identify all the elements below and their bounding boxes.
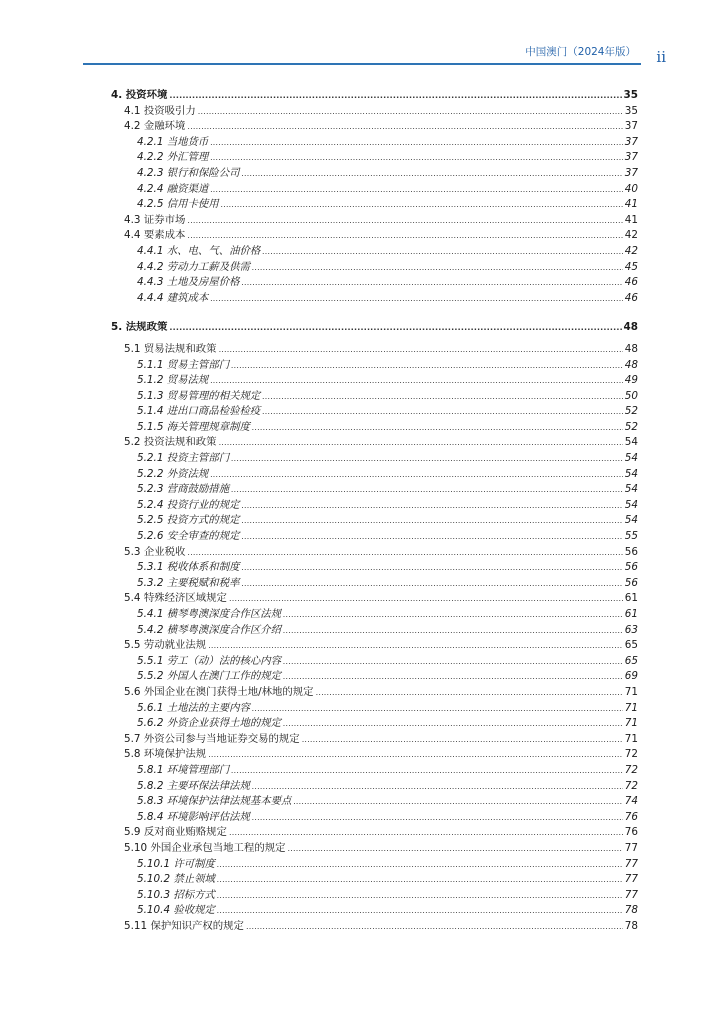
toc-dot-leader: [283, 672, 623, 684]
toc-dot-leader: [217, 906, 623, 918]
toc-entry-page: 69: [624, 670, 638, 683]
toc-entry-title: 5.5 劳动就业法规: [124, 639, 207, 652]
toc-entry-page: 72: [624, 748, 638, 761]
toc-dot-leader: [210, 294, 622, 306]
toc-dot-leader: [293, 797, 622, 809]
toc-dot-leader: [198, 107, 623, 119]
toc-entry[interactable]: [0, 465, 724, 481]
toc-entry-title: 5.2 投资法规和政策: [124, 436, 217, 449]
toc-dot-leader: [231, 454, 623, 466]
toc-entry[interactable]: [0, 761, 724, 777]
toc-entry-title: 5.11 保护知识产权的规定: [124, 919, 244, 932]
toc-entry[interactable]: [0, 636, 724, 652]
toc-entry-title: 4.2.3 银行和保险公司: [137, 166, 240, 179]
toc-entry-page: 77: [624, 873, 638, 886]
toc-entry-title: 5.2.1 投资主管部门: [137, 452, 230, 465]
toc-entry-page: 61: [624, 608, 638, 620]
toc-entry[interactable]: [0, 917, 724, 933]
toc-entry[interactable]: [0, 574, 724, 590]
toc-entry-title: 5.7 外资公司参与当地证券交易的规定: [124, 732, 300, 745]
toc-dot-leader: [169, 323, 621, 335]
toc-entry[interactable]: [0, 117, 724, 133]
toc-dot-leader: [252, 704, 623, 716]
toc-dot-leader: [229, 828, 623, 840]
toc-entry-title: 5.10.3 招标方式: [137, 888, 215, 901]
toc-entry[interactable]: [0, 340, 724, 356]
toc-entry[interactable]: [0, 242, 724, 258]
toc-entry-page: 71: [624, 701, 638, 714]
toc-entry-title: 4.2.4 融资渠道: [137, 182, 209, 195]
toc-dot-leader: [208, 641, 623, 653]
toc-entry-title: 5.1.4 进出口商品检验检疫: [137, 405, 261, 418]
toc-entry-title: 4.2.5 信用卡使用: [137, 198, 219, 211]
toc-entry-page: 72: [624, 779, 638, 792]
toc-dot-leader: [262, 392, 623, 404]
toc-entry-page: 45: [624, 260, 638, 273]
toc-entry-page: 42: [624, 229, 638, 242]
toc-entry-page: 37: [624, 135, 638, 148]
toc-entry-page: 65: [624, 639, 638, 652]
toc-entry-page: 78: [624, 904, 638, 917]
toc-entry-title: 5.4.1 横琴粤澳深度合作区法规: [137, 608, 282, 620]
table-of-contents: [0, 86, 724, 932]
toc-entry[interactable]: [0, 511, 724, 527]
toc-entry[interactable]: [0, 901, 724, 917]
toc-entry[interactable]: [0, 480, 724, 496]
toc-entry-title: 4.4.3 土地及房屋价格: [137, 276, 240, 289]
toc-entry[interactable]: [0, 371, 724, 387]
toc-entry-page: 46: [624, 291, 638, 304]
toc-entry[interactable]: [0, 356, 724, 372]
toc-dot-leader: [283, 657, 623, 669]
toc-dot-leader: [210, 376, 622, 388]
toc-entry-page: 61: [624, 592, 638, 605]
toc-dot-leader: [288, 844, 623, 856]
toc-entry-title: 4.4.4 建筑成本: [137, 291, 209, 304]
toc-entry-title: 5.6.2 外资企业获得土地的规定: [137, 717, 282, 730]
toc-entry-page: 41: [624, 198, 638, 211]
toc-dot-leader: [221, 200, 623, 212]
toc-entry[interactable]: [0, 102, 724, 118]
toc-entry-page: 35: [623, 89, 638, 101]
toc-entry-page: 76: [624, 826, 638, 839]
toc-entry-page: 77: [624, 841, 638, 854]
toc-entry[interactable]: [0, 745, 724, 761]
toc-entry-title: 5.8.1 环境管理部门: [137, 763, 230, 776]
toc-entry[interactable]: [0, 496, 724, 512]
toc-entry-title: 5.4.2 横琴粤澳深度合作区介绍: [137, 623, 282, 636]
toc-entry-title: 5.2.3 营商鼓励措施: [137, 483, 230, 496]
toc-entry[interactable]: [0, 543, 724, 559]
toc-dot-leader: [241, 501, 622, 513]
toc-entry-title: 5.8.3 环境保护法律法规基本要点: [137, 795, 292, 808]
toc-entry[interactable]: [0, 387, 724, 403]
toc-entry-title: 5.6 外国企业在澳门获得土地/林地的规定: [124, 685, 314, 698]
toc-entry-page: 54: [624, 467, 638, 480]
toc-entry-title: 5.1.5 海关管理规章制度: [137, 420, 250, 433]
toc-dot-leader: [302, 735, 623, 747]
toc-entry-page: 56: [624, 561, 638, 574]
toc-dot-leader: [241, 278, 622, 290]
toc-entry[interactable]: [0, 558, 724, 574]
toc-entry[interactable]: [0, 683, 724, 699]
toc-entry[interactable]: [0, 148, 724, 164]
toc-entry[interactable]: [0, 589, 724, 605]
toc-entry[interactable]: [0, 226, 724, 242]
toc-entry-page: 65: [624, 654, 638, 667]
toc-dot-leader: [252, 813, 623, 825]
toc-entry[interactable]: [0, 195, 724, 211]
toc-entry-title: 4.4.2 劳动力工薪及供需: [137, 260, 250, 273]
toc-dot-leader: [231, 361, 623, 373]
toc-dot-leader: [217, 860, 623, 872]
toc-entry-page: 54: [624, 483, 638, 496]
toc-entry[interactable]: [0, 86, 724, 102]
toc-entry-title: 4.2.1 当地货币: [137, 135, 209, 148]
toc-dot-leader: [217, 875, 623, 887]
toc-dot-leader: [252, 782, 623, 794]
toc-entry-page: 46: [624, 276, 638, 289]
toc-entry-title: 5.10.2 禁止领域: [137, 873, 215, 886]
toc-dot-leader: [229, 594, 623, 606]
toc-entry-page: 37: [624, 166, 638, 179]
toc-entry-page: 76: [624, 810, 638, 823]
toc-entry[interactable]: [0, 180, 724, 196]
toc-dot-leader: [262, 247, 623, 259]
toc-entry-page: 48: [624, 342, 638, 355]
toc-entry-title: 5.3 企业税收: [124, 545, 186, 558]
toc-entry-page: 48: [624, 358, 638, 371]
toc-dot-leader: [210, 153, 622, 165]
toc-entry-page: 71: [624, 732, 638, 745]
toc-entry-page: 54: [624, 514, 638, 527]
toc-dot-leader: [283, 719, 623, 731]
toc-entry-page: 49: [624, 374, 638, 387]
toc-entry-title: 5.5.1 劳工（动）法的核心内容: [137, 654, 282, 667]
toc-entry[interactable]: [0, 318, 724, 334]
toc-dot-leader: [246, 922, 623, 934]
toc-dot-leader: [241, 579, 622, 591]
toc-entry-page: 35: [624, 104, 638, 117]
toc-entry[interactable]: [0, 433, 724, 449]
toc-entry[interactable]: [0, 449, 724, 465]
toc-entry-page: 37: [624, 151, 638, 164]
toc-entry-title: 5.3.1 税收体系和制度: [137, 561, 240, 574]
toc-dot-leader: [187, 122, 622, 134]
toc-dot-leader: [252, 263, 623, 275]
toc-entry-title: 5.3.2 主要税赋和税率: [137, 576, 240, 589]
toc-entry-title: 5.9 反对商业贿赂规定: [124, 826, 227, 839]
toc-entry-page: 54: [624, 436, 638, 449]
toc-entry-title: 4. 投资环境: [111, 89, 168, 101]
toc-entry[interactable]: [0, 823, 724, 839]
toc-entry-title: 5.6.1 土地法的主要内容: [137, 701, 250, 714]
toc-dot-leader: [208, 750, 623, 762]
toc-dot-leader: [187, 216, 622, 228]
toc-dot-leader: [210, 470, 622, 482]
toc-entry-title: 5.10.4 验收规定: [137, 904, 215, 917]
toc-entry-title: 5.1.3 贸易管理的相关规定: [137, 389, 261, 402]
toc-entry-page: 71: [624, 685, 638, 698]
toc-entry[interactable]: [0, 808, 724, 824]
toc-entry-title: 5.4 特殊经济区域规定: [124, 592, 227, 605]
running-header-title: 中国澳门（2024年版）: [525, 46, 636, 58]
toc-entry-page: 40: [624, 182, 638, 195]
toc-entry-title: 5.2.2 外资法规: [137, 467, 209, 480]
toc-entry[interactable]: [0, 164, 724, 180]
toc-entry-page: 71: [624, 717, 638, 730]
toc-entry-title: 5.8.2 主要环保法律法规: [137, 779, 250, 792]
toc-entry-page: 37: [624, 120, 638, 133]
toc-entry-page: 77: [624, 888, 638, 901]
toc-entry-title: 5.2.4 投资行业的规定: [137, 498, 240, 511]
toc-entry[interactable]: [0, 699, 724, 715]
toc-entry-page: 77: [624, 857, 638, 870]
toc-dot-leader: [210, 185, 622, 197]
toc-entry-title: 4.1 投资吸引力: [124, 104, 196, 117]
toc-entry-title: 5.10 外国企业承包当地工程的规定: [124, 841, 286, 854]
toc-entry[interactable]: [0, 792, 724, 808]
toc-entry[interactable]: [0, 621, 724, 637]
toc-entry-page: 54: [624, 498, 638, 511]
toc-entry-title: 4.2 金融环境: [124, 120, 186, 133]
toc-entry[interactable]: [0, 870, 724, 886]
toc-entry-title: 5.10.1 许可制度: [137, 857, 215, 870]
toc-entry-page: 52: [624, 420, 638, 433]
toc-entry-title: 5.2.5 投资方式的规定: [137, 514, 240, 527]
toc-entry-page: 42: [624, 244, 638, 257]
toc-entry[interactable]: [0, 667, 724, 683]
toc-dot-leader: [316, 688, 623, 700]
toc-entry[interactable]: [0, 273, 724, 289]
toc-entry[interactable]: [0, 133, 724, 149]
toc-entry-title: 5.1.2 贸易法规: [137, 374, 209, 387]
toc-entry-page: 78: [624, 919, 638, 932]
toc-entry-title: 5.8.4 环境影响评估法规: [137, 810, 250, 823]
toc-dot-leader: [217, 891, 623, 903]
toc-entry[interactable]: [0, 402, 724, 418]
toc-entry[interactable]: [0, 839, 724, 855]
toc-entry-page: 74: [624, 795, 638, 808]
page-number: ii: [656, 48, 666, 66]
toc-entry[interactable]: [0, 211, 724, 227]
toc-dot-leader: [219, 345, 623, 357]
toc-entry[interactable]: [0, 730, 724, 746]
toc-dot-leader: [241, 169, 622, 181]
toc-dot-leader: [283, 610, 623, 622]
toc-dot-leader: [283, 626, 623, 638]
toc-entry[interactable]: [0, 886, 724, 902]
toc-dot-leader: [231, 766, 623, 778]
toc-entry-title: 5. 法规政策: [111, 321, 168, 334]
toc-dot-leader: [252, 423, 623, 435]
toc-entry-page: 63: [624, 623, 638, 636]
toc-dot-leader: [231, 485, 623, 497]
toc-entry[interactable]: [0, 289, 724, 305]
toc-entry-page: 56: [624, 576, 638, 589]
toc-entry-title: 4.2.2 外汇管理: [137, 151, 209, 164]
toc-entry-page: 56: [624, 545, 638, 558]
toc-entry-title: 5.1 贸易法规和政策: [124, 342, 217, 355]
toc-entry-page: 50: [624, 389, 638, 402]
toc-entry-page: 52: [624, 405, 638, 418]
toc-entry[interactable]: [0, 714, 724, 730]
toc-entry-page: 54: [624, 452, 638, 465]
header-rule: [83, 63, 641, 65]
toc-entry-title: 5.8 环境保护法规: [124, 748, 207, 761]
toc-entry[interactable]: [0, 418, 724, 434]
toc-entry-page: 55: [624, 530, 638, 543]
toc-dot-leader: [187, 231, 622, 243]
toc-entry[interactable]: [0, 605, 724, 621]
toc-entry[interactable]: [0, 777, 724, 793]
toc-dot-leader: [187, 548, 622, 560]
toc-entry-page: 72: [624, 763, 638, 776]
toc-dot-leader: [219, 438, 623, 450]
toc-entry-title: 4.4 要素成本: [124, 229, 186, 242]
toc-entry[interactable]: [0, 258, 724, 274]
toc-dot-leader: [241, 563, 622, 575]
toc-dot-leader: [241, 516, 622, 528]
toc-entry-title: 4.4.1 水、电、气、油价格: [137, 244, 261, 257]
toc-entry-page: 41: [624, 213, 638, 226]
toc-entry-title: 5.1.1 贸易主管部门: [137, 358, 230, 371]
toc-dot-leader: [241, 532, 622, 544]
toc-entry[interactable]: [0, 652, 724, 668]
toc-dot-leader: [210, 138, 622, 150]
toc-entry-title: 4.3 证券市场: [124, 213, 186, 226]
toc-entry[interactable]: [0, 855, 724, 871]
toc-entry[interactable]: [0, 527, 724, 543]
toc-dot-leader: [169, 91, 621, 103]
toc-entry-page: 48: [623, 321, 638, 334]
toc-dot-leader: [262, 407, 623, 419]
toc-entry-title: 5.5.2 外国人在澳门工作的规定: [137, 670, 282, 683]
toc-entry-title: 5.2.6 安全审查的规定: [137, 530, 240, 543]
